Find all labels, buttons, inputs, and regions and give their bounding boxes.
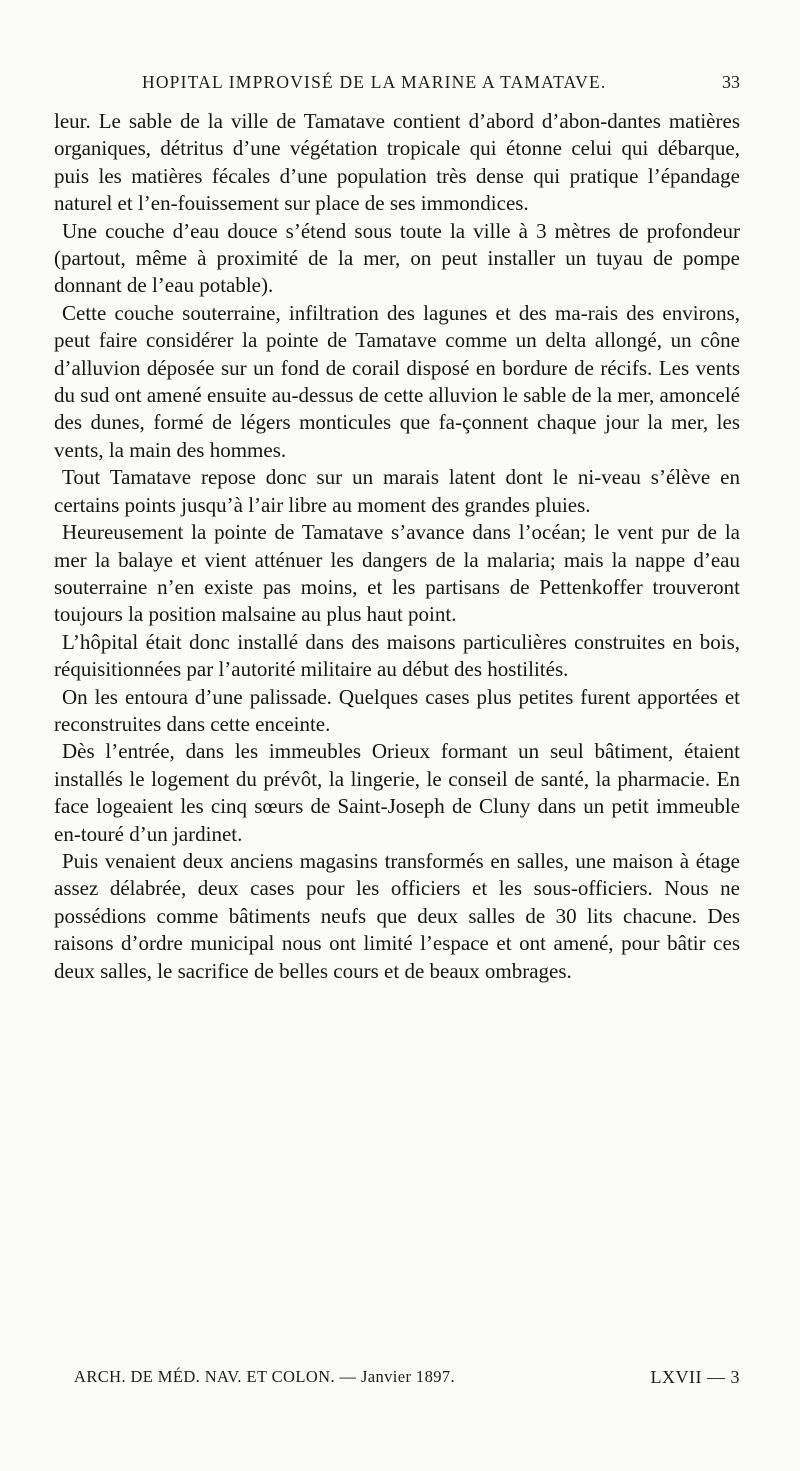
footer-signature: LXVII — 3 bbox=[650, 1367, 740, 1387]
paragraph-6: L’hôpital était donc installé dans des maisons particulières construites en bois, réquisitionnées par l’autorité militaire au début des hostilités. bbox=[54, 629, 740, 682]
paragraph-7: On les entoura d’une palissade. Quelques cases plus petites furent apportées et reconstruites dans cette enceinte. bbox=[54, 684, 740, 736]
page-number: 33 bbox=[722, 72, 740, 92]
body-text bbox=[54, 108, 740, 985]
running-title: HOPITAL IMPROVISÉ DE LA MARINE A TAMATAVE. bbox=[142, 72, 607, 92]
paragraph-8: Dès l’entrée, dans les immeubles Orieux formant un seul bâtiment, étaient installés le logement du prévôt, la lingerie, le conseil de santé, la pharmacie. En face logeaient les cinq sœurs de Saint-Joseph de Cluny dans un petit immeuble en-touré d’un jardinet. bbox=[54, 739, 740, 846]
paragraph-9: Puis venaient deux anciens magasins transformés en salles, une maison à étage assez délabrée, deux cases pour les officiers et les sous-officiers. Nous ne possédions comme bâtiments neufs que deux salles de 30 lits chacune. Des raisons d’ordre municipal nous ont limité l’espace et ont amené, pour bâtir ces deux salles, le sacrifice de belles cours et de beaux ombrages. bbox=[54, 848, 740, 983]
footer-source: ARCH. DE MÉD. NAV. ET COLON. — Janvier 1897. bbox=[74, 1367, 456, 1386]
paragraph-3: Cette couche souterraine, infiltration des lagunes et des ma-rais des environs, peut faire considérer la pointe de Tamatave comme un delta allongé, un cône d’alluvion déposée sur un fond de corail disposé en bordure de récifs. Les vents du sud ont amené ensuite au-dessus de cette alluvion le sable de la mer, amoncelé des dunes, formé de légers monticules que fa-çonnent chaque jour la mer, les vents, la main des hommes. bbox=[54, 300, 740, 462]
paragraph-1: leur. Le sable de la ville de Tamatave contient d’abord d’abon-dantes matières organiques, détritus d’une végétation tropicale qui étonne celui qui débarque, puis les matières fécales d’une population très dense qui pratique l’épandage naturel et l’en-fouissement sur place de ses immondices. bbox=[54, 109, 740, 216]
paragraph-4: Tout Tamatave repose donc sur un marais latent dont le ni-veau s’élève en certains points jusqu’à l’air libre au moment des grandes pluies. bbox=[54, 465, 740, 517]
page-header bbox=[112, 72, 740, 100]
paragraph-2: Une couche d’eau douce s’étend sous toute la ville à 3 mètres de profondeur (partout, même à proximité de la mer, on peut installer un tuyau de pompe donnant de l’eau potable). bbox=[54, 218, 740, 298]
paragraph-5: Heureusement la pointe de Tamatave s’avance dans l’océan; le vent pur de la mer la balaye et vient atténuer les dangers de la malaria; mais la nappe d’eau souterraine n’en existe pas moins, et les partisans de Pettenkoffer trouveront toujours la position malsaine au plus haut point. bbox=[54, 520, 740, 627]
page-footer bbox=[74, 1367, 740, 1393]
